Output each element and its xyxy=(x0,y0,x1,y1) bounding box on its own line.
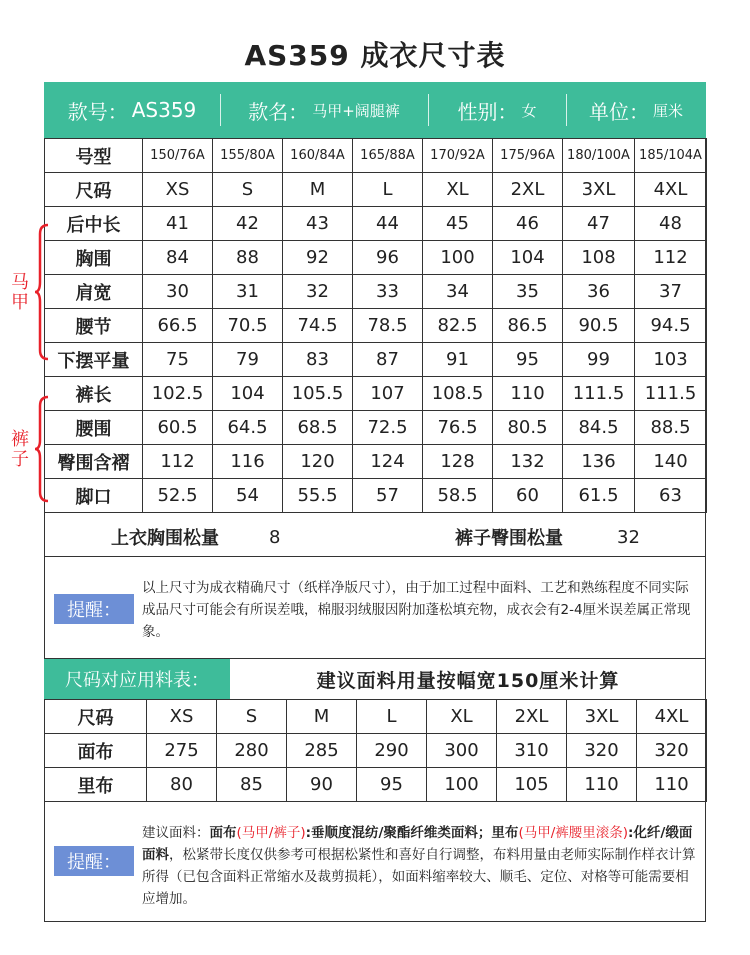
usage-table-cell: 3XL xyxy=(567,700,637,734)
size-table-cell: S xyxy=(213,173,283,207)
size-table-row-label: 号型 xyxy=(45,139,143,173)
size-table-cell: 96 xyxy=(353,241,423,275)
usage-table-cell: M xyxy=(287,700,357,734)
size-table-cell: 61.5 xyxy=(563,479,635,513)
size-table-cell: 82.5 xyxy=(423,309,493,343)
size-table-cell: L xyxy=(353,173,423,207)
note-part: :化纤/缎面面料 xyxy=(142,825,693,863)
size-table-cell: 45 xyxy=(423,207,493,241)
size-table-cell: 107 xyxy=(353,377,423,411)
divider xyxy=(44,556,706,557)
size-table-cell: 104 xyxy=(213,377,283,411)
header-bar xyxy=(44,82,706,138)
usage-table-row-label: 里布 xyxy=(45,768,147,802)
size-table-cell: XL xyxy=(423,173,493,207)
size-table-cell: 88 xyxy=(213,241,283,275)
size-table-cell: 52.5 xyxy=(143,479,213,513)
size-table-cell: 108 xyxy=(563,241,635,275)
size-table-cell: 47 xyxy=(563,207,635,241)
size-table-cell: 78.5 xyxy=(353,309,423,343)
size-table-cell: 124 xyxy=(353,445,423,479)
size-table-cell: 128 xyxy=(423,445,493,479)
top-ease-value: 8 xyxy=(269,526,281,548)
size-table-cell: 120 xyxy=(283,445,353,479)
size-table-row xyxy=(45,411,707,445)
vest-bracket xyxy=(34,222,52,362)
size-table-cell: 150/76A xyxy=(143,139,213,173)
style-no-value: AS359 xyxy=(131,98,197,122)
size-table-row-label: 尺码 xyxy=(45,173,143,207)
size-table-cell: 43 xyxy=(283,207,353,241)
size-table-cell: 72.5 xyxy=(353,411,423,445)
size-table-cell: 74.5 xyxy=(283,309,353,343)
usage-table-cell: 95 xyxy=(357,768,427,802)
unit-value: 厘米 xyxy=(652,101,683,120)
vest-side-label: 马甲 xyxy=(11,272,29,313)
reminder-tag-1: 提醒： xyxy=(54,594,134,624)
size-table-cell: 112 xyxy=(143,445,213,479)
size-table-cell: 95 xyxy=(493,343,563,377)
gender-value: 女 xyxy=(521,101,537,120)
usage-table-row xyxy=(45,734,707,768)
ease-row xyxy=(44,517,706,557)
usage-table-cell: 100 xyxy=(427,768,497,802)
usage-table-cell: L xyxy=(357,700,427,734)
size-table-cell: 55.5 xyxy=(283,479,353,513)
note-part: 建议面料： xyxy=(142,825,210,841)
size-table-row xyxy=(45,173,707,207)
size-table-row-label: 臀围含褶 xyxy=(45,445,143,479)
usage-table-cell: 110 xyxy=(637,768,707,802)
reminder-text-1: 以上尺寸为成衣精确尺寸（纸样净版尺寸），由于加工过程中面料、工艺和熟练程度不同实际成品尺寸可能会有所误差哦，棉服羽绒服因附加蓬松填充物，成衣会有2-4厘米误差属正常现象。 xyxy=(142,580,691,640)
size-table-cell: 90.5 xyxy=(563,309,635,343)
note-part: 面布 xyxy=(209,825,237,841)
size-table-cell: 170/92A xyxy=(423,139,493,173)
style-name-value: 马甲+阔腿裤 xyxy=(312,101,400,120)
size-table-cell: 108.5 xyxy=(423,377,493,411)
size-table-cell: M xyxy=(283,173,353,207)
size-table-cell: 48 xyxy=(635,207,707,241)
size-table-row-label: 腰围 xyxy=(45,411,143,445)
size-table-row xyxy=(45,309,707,343)
size-table-cell: 83 xyxy=(283,343,353,377)
unit-cell xyxy=(566,82,706,138)
size-table-cell: 103 xyxy=(635,343,707,377)
size-table-row xyxy=(45,139,707,173)
size-table-cell: 75 xyxy=(143,343,213,377)
size-table-cell: 58.5 xyxy=(423,479,493,513)
usage-table-cell: 275 xyxy=(147,734,217,768)
size-table-cell: 64.5 xyxy=(213,411,283,445)
size-table-cell: 63 xyxy=(635,479,707,513)
usage-table-cell: XL xyxy=(427,700,497,734)
size-table-cell: 155/80A xyxy=(213,139,283,173)
size-table-row xyxy=(45,343,707,377)
size-table-cell: 160/84A xyxy=(283,139,353,173)
usage-table-row-label: 尺码 xyxy=(45,700,147,734)
size-table-cell: 91 xyxy=(423,343,493,377)
note-part: (马甲/裤腰里滚条) xyxy=(518,825,629,841)
size-table-row-label: 胸围 xyxy=(45,241,143,275)
size-table-cell: 2XL xyxy=(493,173,563,207)
note-part: (马甲/裤子) xyxy=(236,825,306,841)
size-table-cell: 88.5 xyxy=(635,411,707,445)
usage-table-row-label: 面布 xyxy=(45,734,147,768)
gender-cell xyxy=(428,82,566,138)
size-table-cell: 105.5 xyxy=(283,377,353,411)
size-table-cell: 44 xyxy=(353,207,423,241)
size-table-cell: 100 xyxy=(423,241,493,275)
size-table-cell: 30 xyxy=(143,275,213,309)
size-table-cell: 111.5 xyxy=(635,377,707,411)
usage-table-cell: 90 xyxy=(287,768,357,802)
size-table-cell: 102.5 xyxy=(143,377,213,411)
usage-table-cell: 110 xyxy=(567,768,637,802)
size-table-cell: 76.5 xyxy=(423,411,493,445)
usage-table-cell: S xyxy=(217,700,287,734)
unit-label: 单位： xyxy=(588,99,649,124)
style-name-cell xyxy=(220,82,428,138)
size-table-cell: 92 xyxy=(283,241,353,275)
size-table-row-label: 下摆平量 xyxy=(45,343,143,377)
size-table-cell: 70.5 xyxy=(213,309,283,343)
usage-table-tag: 尺码对应用料表： xyxy=(44,659,230,699)
size-table-row xyxy=(45,207,707,241)
size-table-row-label: 脚口 xyxy=(45,479,143,513)
page-title: AS359 成衣尺寸表 xyxy=(244,39,506,72)
size-table-cell: 116 xyxy=(213,445,283,479)
size-table-cell: 41 xyxy=(143,207,213,241)
size-table-cell: 185/104A xyxy=(635,139,707,173)
size-table-cell: 37 xyxy=(635,275,707,309)
style-no-label: 款号： xyxy=(67,99,128,124)
size-table-cell: 36 xyxy=(563,275,635,309)
size-table-cell: 35 xyxy=(493,275,563,309)
size-table-row xyxy=(45,479,707,513)
size-table-cell: 66.5 xyxy=(143,309,213,343)
size-table-cell: 79 xyxy=(213,343,283,377)
size-table-cell: 104 xyxy=(493,241,563,275)
size-table-cell: 99 xyxy=(563,343,635,377)
usage-table-cell: 290 xyxy=(357,734,427,768)
style-name-label: 款名： xyxy=(248,99,309,124)
size-table-cell: 132 xyxy=(493,445,563,479)
usage-table-cell: 85 xyxy=(217,768,287,802)
size-table-cell: 80.5 xyxy=(493,411,563,445)
pants-ease-value: 32 xyxy=(617,526,640,548)
usage-table xyxy=(44,699,707,802)
usage-table-row xyxy=(45,768,707,802)
size-table-row-label: 肩宽 xyxy=(45,275,143,309)
reminder-tag-2: 提醒： xyxy=(54,846,134,876)
size-table-cell: 34 xyxy=(423,275,493,309)
size-table-cell: 111.5 xyxy=(563,377,635,411)
usage-table-cell: 320 xyxy=(567,734,637,768)
size-table-cell: 68.5 xyxy=(283,411,353,445)
size-table xyxy=(44,138,707,513)
pants-side-label: 裤子 xyxy=(11,429,29,470)
size-table-cell: 42 xyxy=(213,207,283,241)
size-table-cell: 165/88A xyxy=(353,139,423,173)
top-ease-label: 上衣胸围松量 xyxy=(111,528,219,549)
usage-table-cell: 285 xyxy=(287,734,357,768)
size-table-cell: 32 xyxy=(283,275,353,309)
size-table-cell: 60 xyxy=(493,479,563,513)
size-table-row xyxy=(45,377,707,411)
note-part: ，松紧带长度仅供参考可根据松紧性和喜好自行调整，布料用量由老师实际制作样衣计算所得（已包含面料正常缩水及裁剪损耗），如面料缩率较大、顺毛、定位、对格等可能需要相应增加。 xyxy=(142,847,696,907)
size-table-cell: XS xyxy=(143,173,213,207)
size-table-cell: 180/100A xyxy=(563,139,635,173)
size-table-row-label: 裤长 xyxy=(45,377,143,411)
size-table-cell: 33 xyxy=(353,275,423,309)
size-table-cell: 31 xyxy=(213,275,283,309)
usage-table-cell: 105 xyxy=(497,768,567,802)
size-table-row xyxy=(45,241,707,275)
size-table-cell: 136 xyxy=(563,445,635,479)
size-table-cell: 94.5 xyxy=(635,309,707,343)
usage-table-row xyxy=(45,700,707,734)
size-table-row-label: 后中长 xyxy=(45,207,143,241)
size-table-cell: 110 xyxy=(493,377,563,411)
style-no-cell xyxy=(44,82,220,138)
size-table-cell: 86.5 xyxy=(493,309,563,343)
size-table-row xyxy=(45,275,707,309)
size-table-cell: 4XL xyxy=(635,173,707,207)
size-table-cell: 46 xyxy=(493,207,563,241)
usage-table-cell: 300 xyxy=(427,734,497,768)
size-table-cell: 54 xyxy=(213,479,283,513)
usage-table-cell: 280 xyxy=(217,734,287,768)
reminder-text-2 xyxy=(142,822,698,910)
usage-table-cell: 80 xyxy=(147,768,217,802)
size-table-cell: 3XL xyxy=(563,173,635,207)
usage-table-cell: 310 xyxy=(497,734,567,768)
usage-table-title: 建议面料用量按幅宽150厘米计算 xyxy=(316,669,620,692)
gender-label: 性别： xyxy=(457,99,518,124)
size-table-row xyxy=(45,445,707,479)
size-table-cell: 60.5 xyxy=(143,411,213,445)
size-table-cell: 84 xyxy=(143,241,213,275)
pants-ease-label: 裤子臀围松量 xyxy=(455,528,563,549)
size-table-cell: 57 xyxy=(353,479,423,513)
size-table-cell: 175/96A xyxy=(493,139,563,173)
usage-table-cell: XS xyxy=(147,700,217,734)
usage-table-cell: 4XL xyxy=(637,700,707,734)
size-table-cell: 112 xyxy=(635,241,707,275)
size-table-cell: 84.5 xyxy=(563,411,635,445)
pants-bracket xyxy=(34,394,52,504)
size-table-row-label: 腰节 xyxy=(45,309,143,343)
usage-table-cell: 2XL xyxy=(497,700,567,734)
size-table-cell: 140 xyxy=(635,445,707,479)
size-table-cell: 87 xyxy=(353,343,423,377)
note-part: :垂顺度混纺/聚酯纤维类面料；里布 xyxy=(305,825,519,841)
usage-table-cell: 320 xyxy=(637,734,707,768)
